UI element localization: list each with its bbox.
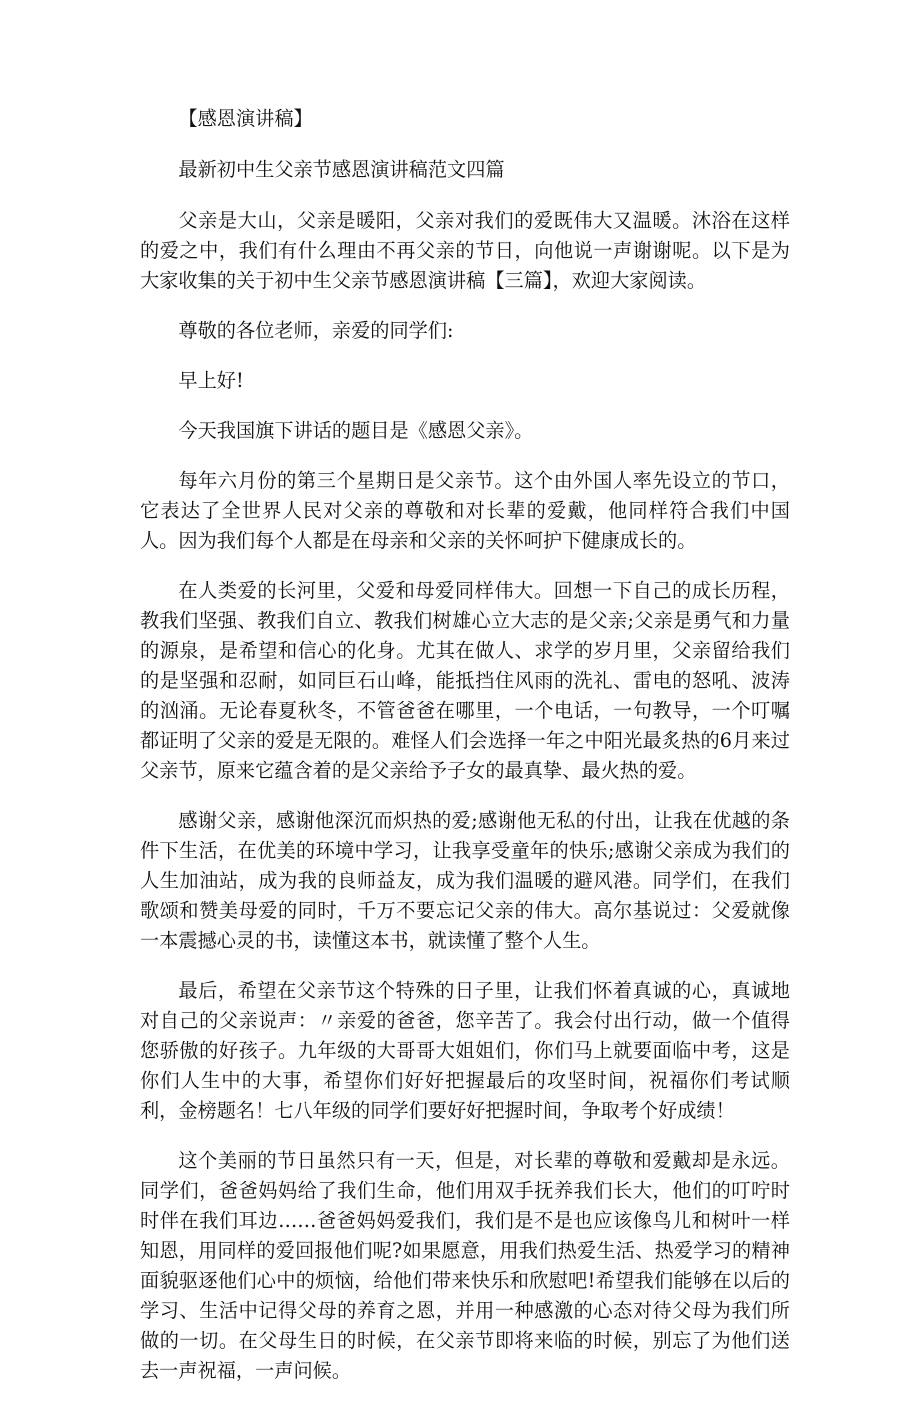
intro-paragraph: 父亲是大山，父亲是暖阳，父亲对我们的爱既伟大又温暖。沐浴在这样的爱之中，我们有什么理由不再父亲的节日，向他说一声谢谢呢。以下是为大家收集的关于初中生父亲节感恩演讲稿【三篇】，欢迎大家阅读。 [140,209,790,292]
body-paragraph: 最后，希望在父亲节这个特殊的日子里，让我们怀着真诚的心，真诚地对自己的父亲说声：〃亲爱的爸爸，您辛苦了。我会付出行动，做一个值得您骄傲的好孩子。九年级的大哥哥大姐姐们，你们马上就要面临中考，这是你们人生中的大事，希望你们好好把握最后的攻坚时间，祝福你们考试顺利，金榜题名！七八年级的同学们要好好把握时间，争取考个好成绩！ [140,979,790,1122]
category-tag: 【感恩演讲稿】 [178,107,313,130]
greeting: 早上好! [178,369,244,392]
document-body [140,104,790,1406]
body-paragraph: 感谢父亲，感谢他深沉而炽热的爱;感谢他无私的付出，让我在优越的条件下生活，在优美的环境中学习，让我享受童年的快乐;感谢父亲成为我们的人生加油站，成为我的良师益友，成为我们温暖的避风港。同学们，在我们歌颂和赞美母爱的同时，千万不要忘记父亲的伟大。高尔基说过：父爱就像一本震撼心灵的书，读懂这本书，就读懂了整个人生。 [140,809,790,952]
body-paragraph: 在人类爱的长河里，父爱和母爱同样伟大。回想一下自己的成长历程，教我们坚强、教我们自立、教我们树雄心立大志的是父亲;父亲是勇气和力量的源泉，是希望和信心的化身。尤其在做人、求学的岁月里，父亲留给我们的是坚强和忍耐，如同巨石山峰，能抵挡住风雨的洗礼、雷电的怒吼、波涛的汹涌。无论春夏秋冬，不管爸爸在哪里，一个电话，一句教导，一个叮嘱都证明了父亲的爱是无限的。难怪人们会选择一年之中阳光最炙热的6月来过父亲节，原来它蕴含着的是父亲给予子女的最真挚、最火热的爱。 [140,579,790,782]
salutation: 尊敬的各位老师，亲爱的同学们: [178,319,454,342]
body-paragraph: 每年六月份的第三个星期日是父亲节。这个由外国人率先设立的节口，它表达了全世界人民对父亲的尊敬和对长辈的爱戴，他同样符合我们中国人。因为我们每个人都是在母亲和父亲的关怀呵护下健康成长的。 [140,469,790,552]
document-title: 最新初中生父亲节感恩演讲稿范文四篇 [178,158,505,181]
body-paragraph: 这个美丽的节日虽然只有一天，但是，对长辈的尊敬和爱戴却是永远。同学们，爸爸妈妈给了我们生命，他们用双手抚养我们长大，他们的叮咛时时伴在我们耳边……爸爸妈妈爱我们，我们是不是也应该像鸟儿和树叶一样知恩，用同样的爱回报他们呢?如果愿意，用我们热爱生活、热爱学习的精神面貌驱逐他们心中的烦恼，给他们带来快乐和欣慰吧!希望我们能够在以后的学习、生活中记得父母的养育之恩，并用一种感激的心态对待父母为我们所做的一切。在父母生日的时候，在父亲节即将来临的时候，别忘了为他们送去一声祝福，一声问候。 [140,1149,790,1382]
speech-topic: 今天我国旗下讲话的题目是《感恩父亲》。 [178,419,534,442]
